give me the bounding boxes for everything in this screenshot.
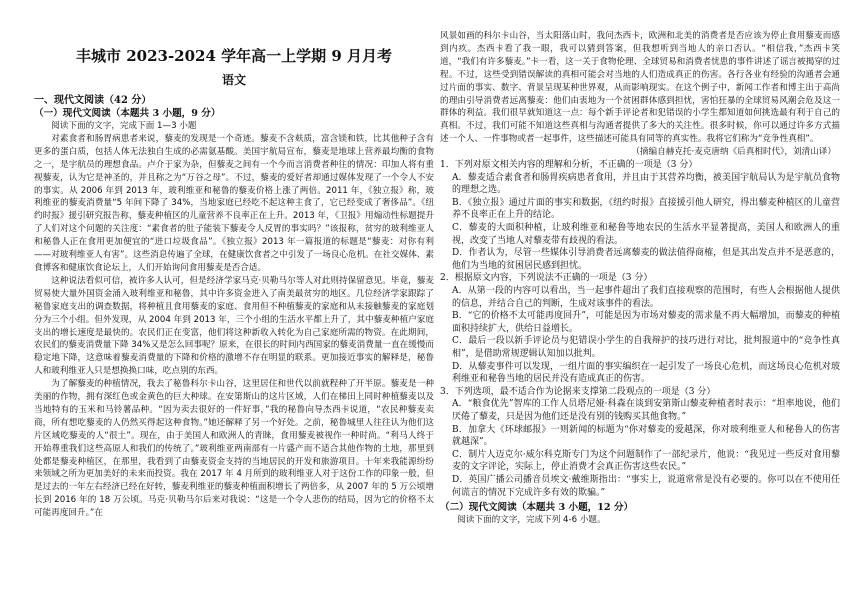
subsection-heading: （二）现代文阅读（本题共 3 小题，12 分） — [440, 502, 634, 514]
subject-title: 语文 — [221, 73, 246, 87]
answer-option: C．制片人迈克尔·威尔科克斯专门为这个问题制作了一部纪录片，他说：“我见过一些反对食用藜麦的文字评论，实际上，停止消费才会真正伤害这些农民。” — [452, 449, 840, 473]
answer-option: D．英国广播公司播音员埃文·戴维斯指出：“事实上，说道常常是没有必要的。你可以在不使用任何谎言的情况下完成许多有效的欺骗。” — [452, 474, 840, 498]
left-column — [34, 0, 434, 607]
passage-paragraph: 为了解藜麦的种植情况，我去了秘鲁科尔卡山谷，这里居住和世代以前就程种了开半原。藜麦是一种美丽的作物，拥有深红色或金黄色的巨大种球。在安第斯山的这片区域，人们在梯田上同时种植藜麦以及当地特有的玉米和马铃薯品种。“因为卖去很好的一件好事，”我的秘鲁向导杰西卡说道，“农民种藜麦卖商，所有想吃藜麦的人仍然买得起这种食物。”她还解释了另一个好处。之前，秘鲁城里人往往认为他们这片区域吃藜麦的人“很土”。现在，由于美国人和欧洲人的青睐，食用藜麦被视作一种时尚。“利马人终于开始尊重我们这些高原人和我们的传统了。”玻利维亚两南部有一片盛产而不适合其他作物的土地，那里到处都是藜麦种植区，在那里，我看到了由藜麦资金支持的当地居民的开发和旅游项目。十年来我能源纷纷来领域之所为更加美好的未来而投资。我在 2017 年 4 月所到的玻利维亚人对于这份工作的印象一般，但是过去的一年左右经济已经在好转，藜麦利维亚的藜麦种植面积增长了两倍多，从 2007 年的 5 万公顷增长到 2016 年的 18 万公顷。马克·贝勒马尔后来对我说：“这是一个令人悲伤的结局，因为它的价格不太可能再度回升。”在 — [34, 379, 434, 519]
subsection-heading: （一）现代文阅读（本题共 3 小题，9 分） — [34, 108, 221, 119]
answer-option: D．作者认为，尽管一些媒体引导消费者远离藜麦的做法值得商榷，但是其出发点并不是恶意的，他们为当地的贫困居民感到担忧。 — [452, 248, 840, 271]
answer-option: D．从藜麦事件可以发现，一组片面的事实编织在一起引发了一场良心危机，而这场良心危机对玻利维亚和秘鲁当地的居民并没有造成真正的伤害。 — [452, 361, 840, 385]
answer-option: A．从第一段的内容可以看出，当一起事件超出了我们直接观察的范围时，有些人会根据他人提供的信息，并结合自己的判断，生成对该事件的看法。 — [452, 286, 840, 309]
reading-instruction: 阅读下面的文字，完成下列 4-6 小题。 — [457, 515, 606, 526]
exam-title: 丰城市 2023-2024 学年高一上学期 9 月月考 — [75, 47, 393, 65]
answer-option: A．“粮食优先”智库的工作人员塔尼娅·科森在谈到安第斯山藜麦种植者时表示：“坦率地说，他们厌倦了藜麦，只是因为他们还是没有别的钱购买其他食物。” — [452, 399, 840, 422]
answer-option: B．《独立报》通过片面的事实和数据，《纽约时报》直接援引他人研究，得出藜麦种植区的儿童营养不良率正在上升的结论。 — [452, 197, 840, 221]
passage-paragraph: 对素食者和肠胃病患者来说，藜麦的发现是一个奇迹。藜麦不含麸质，富含镁和铁，比其他种子含有更多的蛋白质，包括人体无法独自生成的必需氨基酸。美国宇航局宣布，藜麦是地球上营养最均衡的食物之一，是宇航员的理想食品。卢介于家为杂，但藜麦之间有一个今而言消费者种往的情况：印加人将有重视藜麦，认为它是神圣的，并且称之为“万谷之母”。不过，藜麦的爱好者却通过媒体发现了一个令人不安的事实。从 2006 年到 2013 年，玻利维亚和秘鲁的藜麦价格上涨了两倍。2011 年，《独立报》称，玻利维亚的藜麦消费量“5 年间下降了 34%，当地家庭已经吃不起这种主食了，它已经变成了奢侈品”。《纽约时报》援引研究报告称，藜麦种植区的儿童营养不良率正在上升。2013 年，《卫报》用煽动性标题提升了人们对这个问题的关注度：“素食者的肚子能装下藜麦令人反胃的事实吗？”该报称，贫穷的玻利维亚人和秘鲁人正在食用更加便宜的“进口垃圾食品”。《独立报》2013 年一篇报道的标题是“藜麦：对你有利——对玻利维亚人有害”。这些消息传遍了全球，在健康饮食者之中引发了一场良心危机。在社交媒体、素食博客和健康饮食论坛上，人们开始询问食用藜麦是否合适。 — [34, 133, 434, 273]
answer-option: B．“它的价格不太可能再度回升”，可能是因为市场对藜麦的需求量不再大幅增加，而藜麦的种植面积持续扩大，供给日益增长。 — [452, 311, 840, 334]
right-column — [440, 0, 840, 607]
question-stem: 3．下列选项，最不适合作为论据来支撑第二段观点的一项是（3 分） — [440, 386, 716, 397]
passage-paragraph: 这种说法看似可信，被许多人认可，但是经济学家马克·贝勒马尔等人对此则持保留意见。毕竟，藜麦贸易使大量外国资金涌入玻利维亚和秘鲁，其中许多资金进入了南美最贫穷的地区。几位经济学家跟踪了秘鲁家庭支出的调查数据，将种植且食用藜麦的家庭、食用但不种植藜麦的家庭和从未接触藜麦的家庭划分为三个小组。但外发现，从 2004 年到 2013 年，三个小组的生活水平都上升了，其中藜麦种植户家庭支出的增长速度是最快的。农民们正在变富，他们将这种新收入转化为自己家庭所需的物资。在此期间，农民们的藜麦消费量下降 34%又是怎么回事呢？原来，在很长的时间内西国家的藜麦消费量一直在缓慢而稳定地下降，这意味着藜麦消费量的下降和价格的激增不存在明显的联系。更加接近事实的解释是，秘鲁人和玻利维亚人只是想换换口味，吃点别的东西。 — [34, 275, 434, 377]
reading-instruction: 阅读下面的文字，完成下面 1—3 小题 — [51, 121, 197, 131]
answer-option: C．藜麦的大面积种植，让玻利维亚和秘鲁等地农民的生活水平显著提高，美国人和欧洲人的重视，改变了当地人对藜麦带有歧视的看法。 — [452, 223, 840, 246]
answer-option: C．最后一段以新手评论员与犯错误小学生的自我辩护的技巧进行对比，批判报道中的“竞争性真相”，是借助常规逻辑认知加以批判。 — [452, 336, 840, 359]
answer-option: A．藜麦适合素食者和肠胃疾病患者食用，并且由于其营养均衡，被美国宇航局认为是宇航员食物的理想之选。 — [452, 172, 840, 196]
section-heading: 一、现代文阅读（42 分） — [34, 95, 152, 106]
passage-continued: 风景如画的科尔卡山谷，当太阳落山时，我问杰西卡，欧洲和北美的消费者是否应该为停止食用藜麦而感到内疚。杰西卡看了我一眼，我可以猜到答案，但我想听到当地人的亲口否认。“相信我，”杰西卡笑道，“我们有许多藜麦。”卡一看，这一关于食物伦理、全球贸易和消费者忧患的事件讲述了谣言被揭穿的过程。不过，这些受到错误解读的真相可能会对当地的人们造成真正的伤害。各行各业有经验的沟通者会通过片面的事实、数字、背景呈现某种世界观，从而影响现实。在这个例子中，新闻工作者和博主出于高尚的理由引导消费者远离藜麦：他们由衷地为一个贫困群体感到担忧，害怕狂暴的全球贸易风潮会危及这一群体的利益。我们很早就知道这一点：每个新手评论者和犯错误的小学生都知道如何挑选最有利于自己的真相。不过，我们可能不知道这些真相与沟通者提供了多大的关注性。很多时候，你可以通过许多方式描述一个人、一件事物或者一起事件，这些描述可能具有同等的真实性。我将它们称为“竞争性真相”。 — [440, 31, 840, 145]
answer-option: B．加拿大《环球邮报》一则新闻的标题为“你对藜麦的爱越深，你对玻利维亚人和秘鲁人的伤害就越深”。 — [452, 424, 840, 448]
passage-source: （摘编自赫克托·麦克唐纳《后真相时代》，刘清山译） — [631, 147, 836, 158]
question-stem: 1．下列对原文相关内容的理解和分析，不正确的一项是（3 分） — [440, 160, 698, 171]
question-stem: 2．根据原文内容，下列说法不正确的一项是（3 分） — [440, 273, 653, 284]
